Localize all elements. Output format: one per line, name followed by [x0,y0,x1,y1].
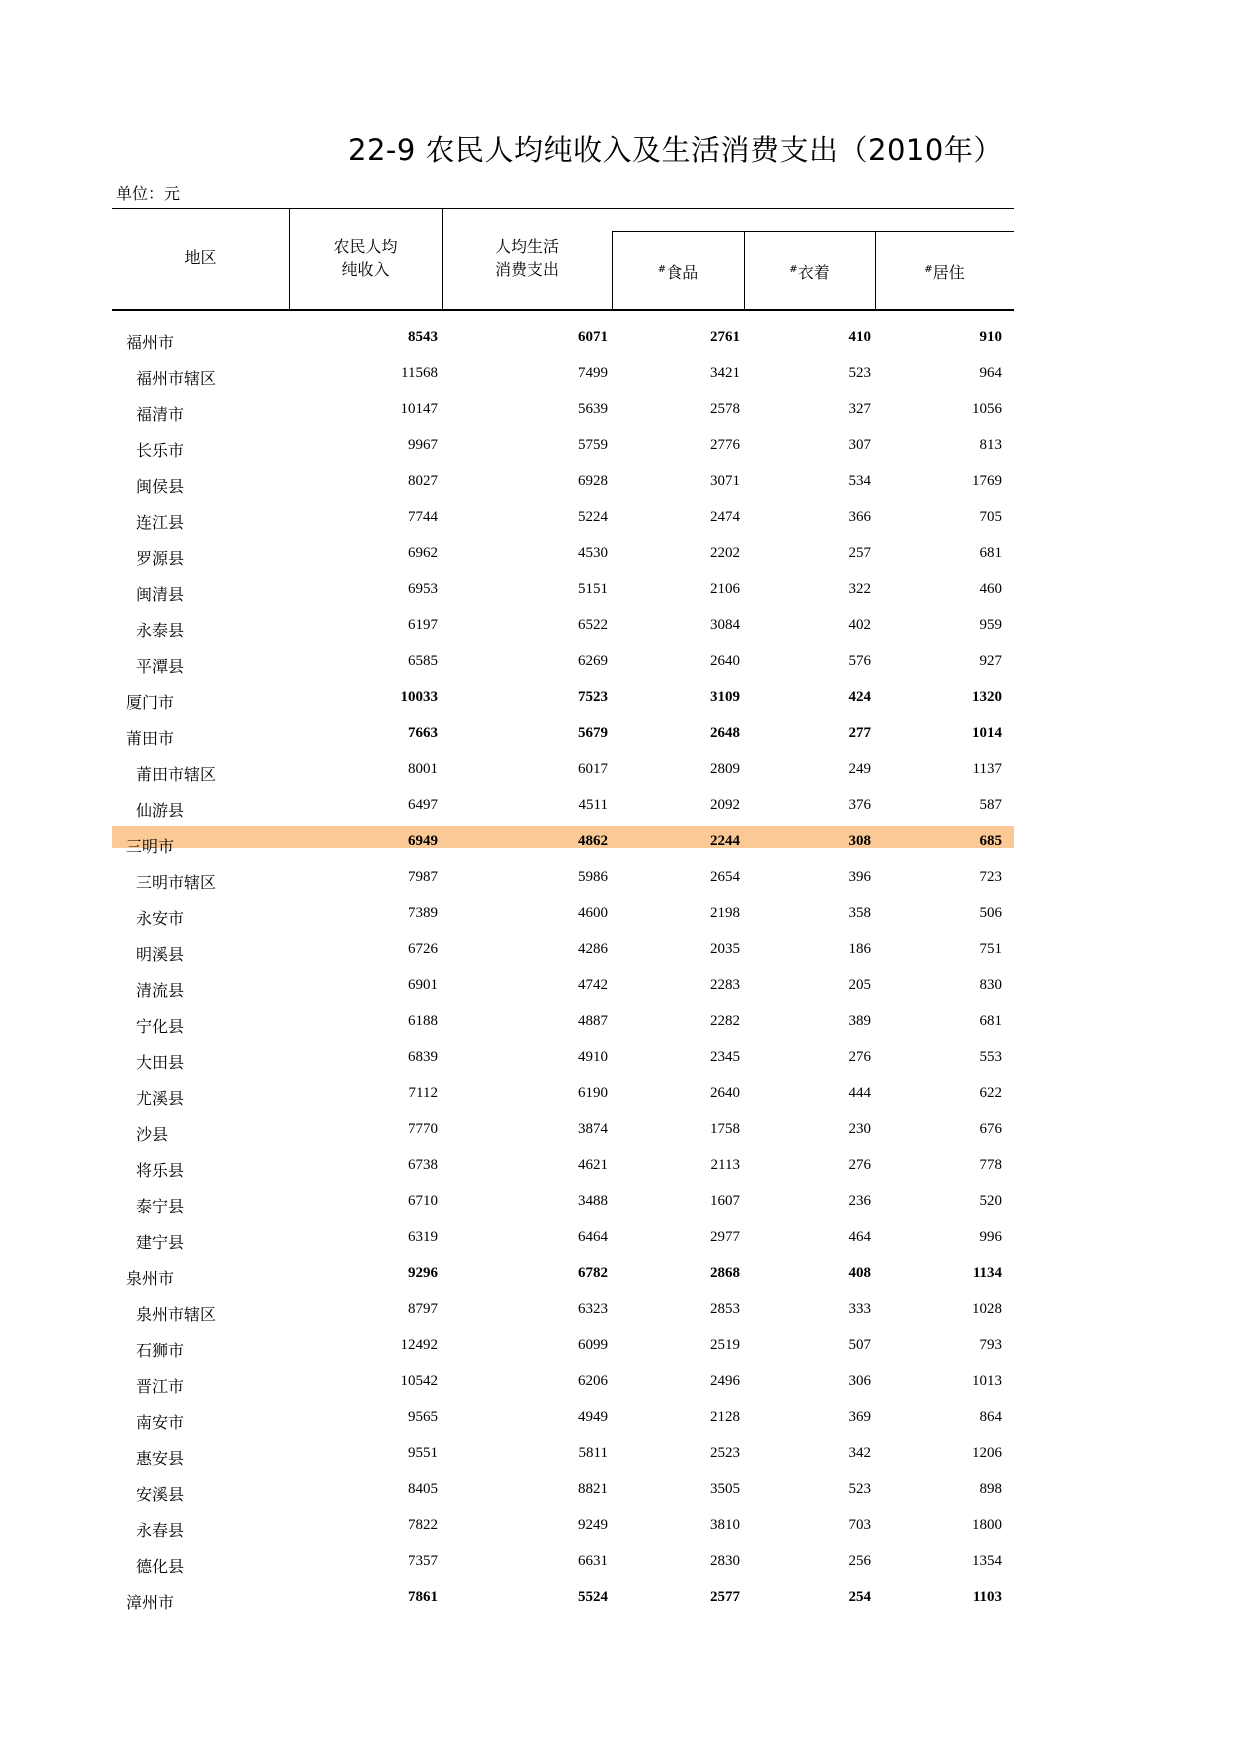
cell-food: 2035 [710,941,740,957]
cell-income: 6197 [408,617,438,633]
cell-income: 10542 [400,1373,438,1389]
region-name: 莆田市 [126,729,175,748]
header-clothing-mark: # [789,264,798,275]
cell-spending: 6464 [578,1229,608,1245]
page-title: 22-9 农民人均纯收入及生活消费支出（2010年） [348,133,1003,167]
header-income-line2: 纯收入 [341,260,390,279]
cell-clothing: 249 [848,761,871,777]
cell-spending: 7523 [578,689,608,705]
cell-housing: 1137 [972,761,1002,777]
header-income-line1: 农民人均 [333,237,398,256]
region-name: 仙游县 [136,801,185,820]
cell-spending: 6190 [578,1085,608,1101]
cell-housing: 959 [979,617,1002,633]
cell-income: 6962 [408,545,438,561]
region-name: 泉州市辖区 [136,1305,217,1324]
cell-food: 2648 [710,725,740,741]
region-name: 德化县 [136,1557,185,1576]
cell-housing: 553 [979,1049,1002,1065]
cell-spending: 4286 [578,941,608,957]
cell-clothing: 308 [848,833,871,849]
region-name: 将乐县 [136,1161,185,1180]
cell-food: 3084 [710,617,740,633]
cell-housing: 460 [979,581,1002,597]
cell-spending: 6099 [578,1337,608,1353]
cell-income: 6949 [408,833,438,849]
cell-housing: 676 [979,1121,1002,1137]
cell-clothing: 523 [848,365,871,381]
header-food-label: 食品 [666,263,699,282]
cell-spending: 5759 [578,437,608,453]
cell-clothing: 205 [848,977,871,993]
cell-income: 8405 [408,1481,438,1497]
table-row [112,1072,1014,1108]
region-name: 泉州市 [126,1269,175,1288]
cell-food: 2977 [710,1229,740,1245]
table-row [112,1144,1014,1180]
cell-income: 7663 [408,725,438,741]
cell-housing: 506 [979,905,1002,921]
cell-spending: 5811 [578,1445,608,1461]
cell-housing: 1206 [972,1445,1002,1461]
cell-spending: 4742 [578,977,608,993]
table-row [112,928,1014,964]
table-row [112,892,1014,928]
cell-housing: 751 [979,941,1002,957]
cell-food: 2106 [710,581,740,597]
cell-food: 2092 [710,797,740,813]
cell-income: 10033 [400,689,438,705]
table-row [112,352,1014,388]
cell-food: 2640 [710,653,740,669]
cell-clothing: 256 [848,1553,871,1569]
cell-income: 6585 [408,653,438,669]
cell-spending: 4621 [578,1157,608,1173]
header-housing-label: 居住 [932,263,965,282]
cell-clothing: 424 [848,689,871,705]
cell-food: 3421 [710,365,740,381]
table-row [112,1108,1014,1144]
cell-spending: 4530 [578,545,608,561]
cell-income: 6901 [408,977,438,993]
region-name: 莆田市辖区 [136,765,217,784]
cell-housing: 681 [979,1013,1002,1029]
table-row [112,1252,1014,1288]
cell-spending: 4862 [578,833,608,849]
cell-housing: 705 [979,509,1002,525]
cell-housing: 1320 [972,689,1002,705]
table-row [112,1036,1014,1072]
cell-spending: 6782 [578,1265,608,1281]
cell-spending: 5679 [578,725,608,741]
cell-food: 2282 [710,1013,740,1029]
cell-clothing: 277 [848,725,871,741]
region-name: 尤溪县 [136,1089,185,1108]
cell-clothing: 703 [848,1517,871,1533]
table-row [112,388,1014,424]
cell-clothing: 230 [848,1121,871,1137]
region-name: 晋江市 [136,1377,185,1396]
cell-food: 2578 [710,401,740,417]
region-name: 明溪县 [136,945,185,964]
cell-clothing: 410 [848,329,871,345]
header-food-mark: # [657,264,667,275]
cell-housing: 813 [979,437,1002,453]
table-row [112,1360,1014,1396]
table-row [112,856,1014,892]
cell-spending: 9249 [578,1517,608,1533]
region-name: 宁化县 [136,1017,185,1036]
region-name: 大田县 [136,1053,185,1072]
cell-housing: 1769 [972,473,1002,489]
cell-income: 7861 [408,1589,438,1605]
cell-clothing: 327 [848,401,871,417]
table-row [112,1180,1014,1216]
cell-food: 2113 [710,1157,740,1173]
region-name: 永春县 [136,1521,185,1540]
table-row [112,532,1014,568]
cell-income: 6710 [408,1193,438,1209]
region-name: 安溪县 [136,1485,185,1504]
cell-clothing: 464 [848,1229,871,1245]
header-clothing-label: 衣着 [797,263,830,282]
cell-clothing: 236 [848,1193,871,1209]
cell-spending: 7499 [578,365,608,381]
cell-income: 9551 [408,1445,438,1461]
table-row [112,1324,1014,1360]
region-name: 永安市 [136,909,185,928]
table-row [112,424,1014,460]
cell-income: 12492 [400,1337,438,1353]
cell-income: 6738 [408,1157,438,1173]
header-spending [442,235,612,281]
cell-clothing: 257 [848,545,871,561]
cell-income: 7770 [408,1121,438,1137]
cell-clothing: 254 [848,1589,871,1605]
cell-housing: 723 [979,869,1002,885]
subheader-rule [612,231,1014,232]
region-name: 福州市 [126,333,175,352]
cell-clothing: 186 [848,941,871,957]
cell-income: 6839 [408,1049,438,1065]
header-region: 地区 [184,248,217,267]
cell-clothing: 396 [848,869,871,885]
cell-food: 2128 [710,1409,740,1425]
header-housing-mark: # [924,264,933,275]
region-name: 泰宁县 [136,1197,185,1216]
cell-food: 2830 [710,1553,740,1569]
cell-housing: 520 [979,1193,1002,1209]
table-row [112,604,1014,640]
cell-clothing: 534 [848,473,871,489]
table-row [112,1468,1014,1504]
cell-food: 3810 [710,1517,740,1533]
cell-housing: 830 [979,977,1002,993]
region-name: 漳州市 [126,1593,175,1612]
cell-housing: 910 [979,329,1002,345]
cell-food: 2761 [710,329,740,345]
cell-income: 6726 [408,941,438,957]
cell-food: 2809 [710,761,740,777]
cell-food: 2523 [710,1445,740,1461]
cell-housing: 685 [979,833,1002,849]
cell-spending: 5224 [578,509,608,525]
region-name: 南安市 [136,1413,185,1432]
cell-clothing: 402 [848,617,871,633]
cell-spending: 4949 [578,1409,608,1425]
region-name: 永泰县 [136,621,185,640]
cell-housing: 1800 [972,1517,1002,1533]
cell-clothing: 342 [848,1445,871,1461]
cell-income: 8543 [408,329,438,345]
cell-housing: 1354 [972,1553,1002,1569]
cell-clothing: 507 [848,1337,871,1353]
cell-income: 6188 [408,1013,438,1029]
region-name: 清流县 [136,981,185,1000]
region-name: 福州市辖区 [136,369,217,388]
table-row [112,496,1014,532]
cell-clothing: 376 [848,797,871,813]
cell-spending: 3488 [578,1193,608,1209]
unit-label: 单位：元 [116,184,181,203]
cell-spending: 6206 [578,1373,608,1389]
cell-spending: 6017 [578,761,608,777]
region-name: 闽侯县 [136,477,185,496]
cell-income: 6319 [408,1229,438,1245]
cell-housing: 587 [979,797,1002,813]
cell-income: 7112 [408,1085,438,1101]
cell-spending: 6631 [578,1553,608,1569]
cell-clothing: 322 [848,581,871,597]
region-name: 三明市辖区 [136,873,217,892]
cell-clothing: 276 [848,1049,871,1065]
cell-housing: 1134 [972,1265,1002,1281]
cell-income: 11568 [401,365,438,381]
cell-food: 1758 [710,1121,740,1137]
cell-income: 6497 [408,797,438,813]
region-name: 厦门市 [126,693,175,712]
cell-housing: 927 [979,653,1002,669]
cell-clothing: 389 [848,1013,871,1029]
cell-income: 9565 [408,1409,438,1425]
cell-food: 2776 [710,437,740,453]
cell-food: 1607 [710,1193,740,1209]
cell-clothing: 276 [848,1157,871,1173]
region-name: 沙县 [136,1125,169,1144]
table-row [112,712,1014,748]
cell-food: 3071 [710,473,740,489]
cell-food: 2654 [710,869,740,885]
table-row [112,460,1014,496]
cell-spending: 5524 [578,1589,608,1605]
cell-housing: 964 [979,365,1002,381]
cell-clothing: 408 [848,1265,871,1281]
header-spending-line2: 消费支出 [494,260,559,279]
table-row [112,748,1014,784]
table-row [112,1216,1014,1252]
cell-clothing: 333 [848,1301,871,1317]
cell-food: 2283 [710,977,740,993]
cell-clothing: 523 [848,1481,871,1497]
cell-spending: 5986 [578,869,608,885]
region-name: 惠安县 [136,1449,185,1468]
cell-housing: 1013 [972,1373,1002,1389]
cell-housing: 778 [979,1157,1002,1173]
cell-spending: 6928 [578,473,608,489]
cell-food: 2868 [710,1265,740,1281]
cell-income: 7744 [408,509,438,525]
cell-food: 3109 [710,689,740,705]
region-name: 罗源县 [136,549,185,568]
table-row [112,568,1014,604]
table-row [112,1540,1014,1576]
cell-clothing: 444 [848,1085,871,1101]
region-name: 福清市 [136,405,185,424]
header-bottom-rule [112,309,1014,311]
cell-spending: 5151 [578,581,608,597]
cell-food: 3505 [710,1481,740,1497]
cell-food: 2853 [710,1301,740,1317]
cell-food: 2519 [710,1337,740,1353]
table-row [112,316,1014,352]
cell-food: 2202 [710,545,740,561]
cell-food: 2640 [710,1085,740,1101]
table-row [112,1432,1014,1468]
cell-food: 2496 [710,1373,740,1389]
cell-income: 7389 [408,905,438,921]
cell-income: 8797 [408,1301,438,1317]
cell-spending: 4887 [578,1013,608,1029]
table-row [112,640,1014,676]
cell-income: 10147 [400,401,438,417]
header-housing [875,258,1014,284]
cell-clothing: 369 [848,1409,871,1425]
cell-spending: 4600 [578,905,608,921]
cell-food: 2198 [710,905,740,921]
cell-income: 6953 [408,581,438,597]
cell-housing: 1014 [972,725,1002,741]
cell-spending: 8821 [578,1481,608,1497]
table-row [112,1000,1014,1036]
cell-spending: 6323 [578,1301,608,1317]
cell-housing: 1028 [972,1301,1002,1317]
cell-housing: 1056 [972,401,1002,417]
cell-spending: 6269 [578,653,608,669]
table-row [112,1396,1014,1432]
cell-spending: 3874 [578,1121,608,1137]
table-row [112,964,1014,1000]
region-name: 三明市 [126,837,175,856]
table-row [112,676,1014,712]
region-name: 连江县 [136,513,185,532]
cell-food: 2577 [710,1589,740,1605]
cell-housing: 681 [979,545,1002,561]
cell-income: 7357 [408,1553,438,1569]
table-row [112,784,1014,820]
region-name: 长乐市 [136,441,185,460]
header-clothing [744,258,875,284]
cell-spending: 5639 [578,401,608,417]
cell-spending: 4511 [578,797,608,813]
cell-clothing: 307 [848,437,871,453]
cell-clothing: 576 [848,653,871,669]
table-row [112,1576,1014,1612]
cell-income: 7987 [408,869,438,885]
cell-income: 8027 [408,473,438,489]
cell-housing: 996 [979,1229,1002,1245]
region-name: 闽清县 [136,585,185,604]
region-name: 平潭县 [136,657,185,676]
cell-housing: 1103 [972,1589,1002,1605]
cell-income: 9296 [408,1265,438,1281]
header-spending-line1: 人均生活 [494,237,559,256]
region-name: 建宁县 [136,1233,185,1252]
cell-housing: 898 [979,1481,1002,1497]
header-top-rule [112,208,1014,209]
table-row [112,826,1014,856]
cell-income: 9967 [408,437,438,453]
header-income [289,235,442,281]
cell-housing: 864 [979,1409,1002,1425]
cell-spending: 4910 [578,1049,608,1065]
table-row [112,1288,1014,1324]
cell-clothing: 306 [848,1373,871,1389]
cell-income: 8001 [408,761,438,777]
cell-income: 7822 [408,1517,438,1533]
cell-spending: 6522 [578,617,608,633]
cell-spending: 6071 [578,329,608,345]
header-food [612,258,744,284]
region-name: 石狮市 [136,1341,185,1360]
cell-clothing: 358 [848,905,871,921]
cell-housing: 622 [979,1085,1002,1101]
table-row [112,1504,1014,1540]
cell-food: 2244 [710,833,740,849]
cell-food: 2474 [710,509,740,525]
cell-housing: 793 [979,1337,1002,1353]
cell-food: 2345 [710,1049,740,1065]
cell-clothing: 366 [848,509,871,525]
